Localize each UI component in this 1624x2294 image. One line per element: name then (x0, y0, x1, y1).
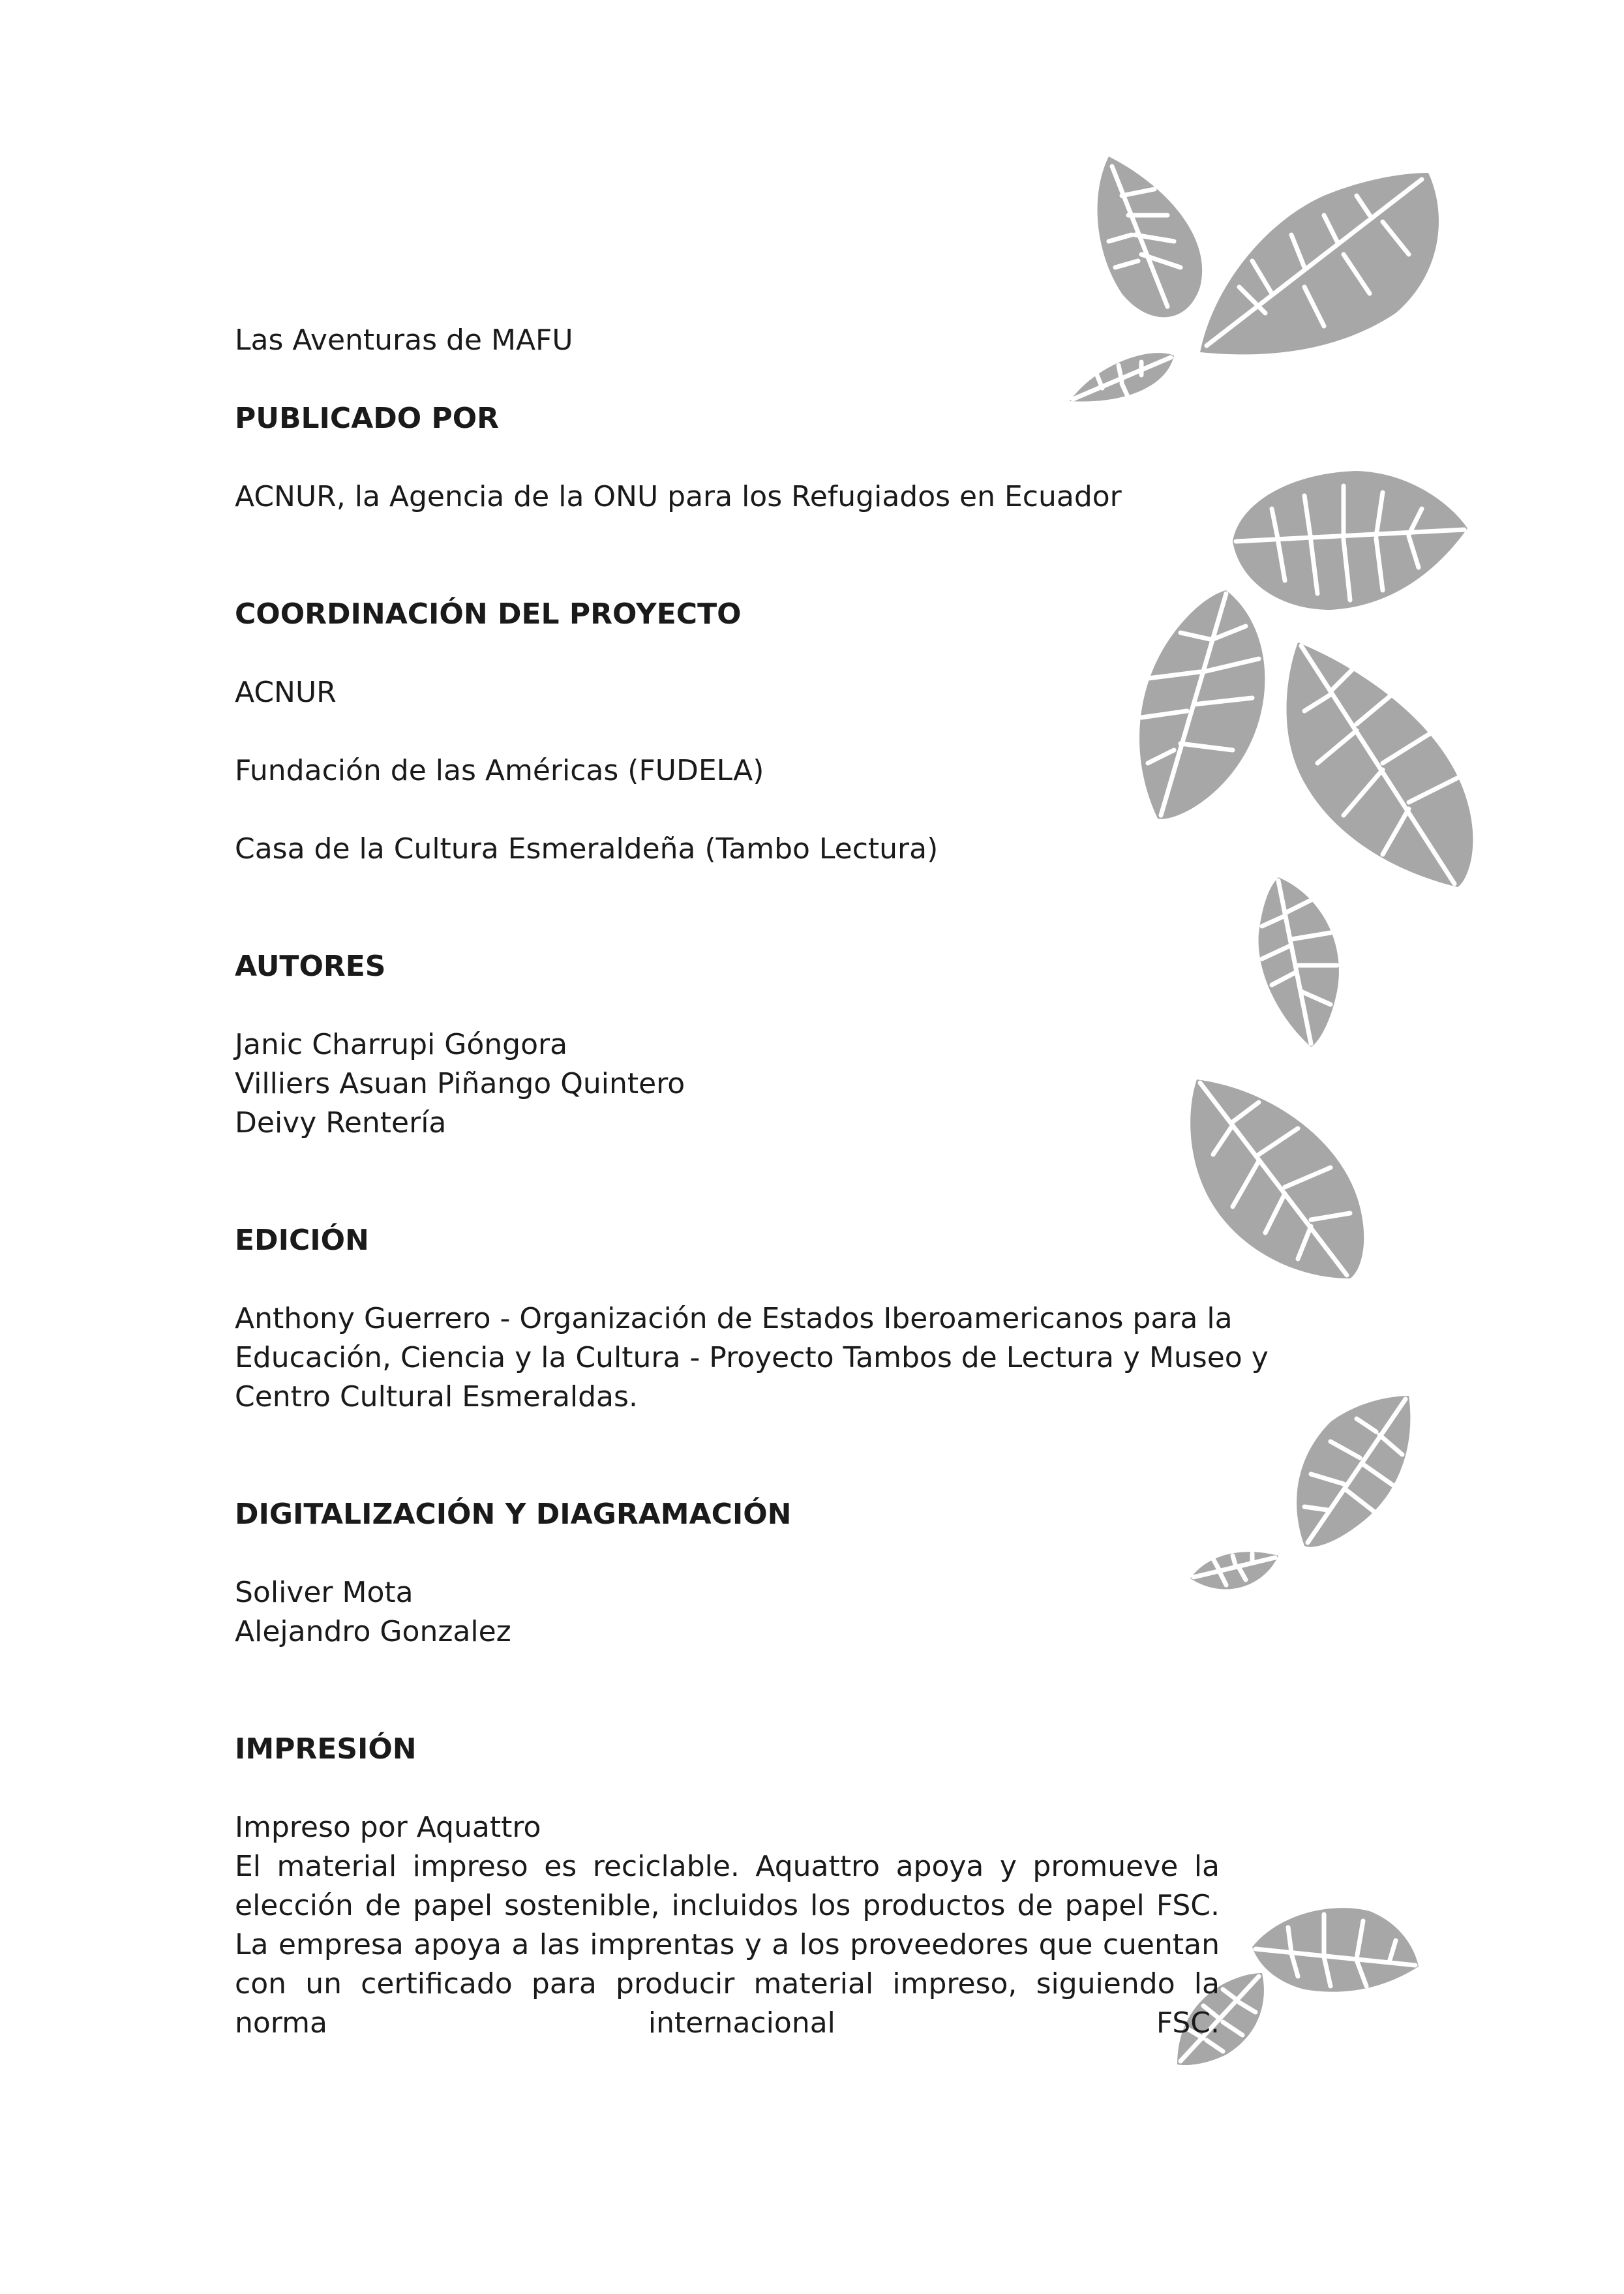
leaf-icon (1259, 877, 1339, 1047)
heading-publicado: PUBLICADO POR (235, 402, 500, 435)
leaf-icon (1287, 642, 1473, 887)
author: Villiers Asuan Piñango Quintero (235, 1067, 685, 1100)
publisher: ACNUR, la Agencia de la ONU para los Refugiados en Ecuador (235, 480, 1122, 513)
leaf-icon (1139, 590, 1265, 819)
coordinator: ACNUR (235, 676, 337, 709)
edition-line: Anthony Guerrero - Organización de Estados Iberoamericanos para la (235, 1302, 1233, 1335)
heading-edicion: EDICIÓN (235, 1224, 369, 1257)
printer: Impreso por Aquattro (235, 1811, 541, 1844)
author: Deivy Rentería (235, 1106, 447, 1139)
heading-coordinacion: COORDINACIÓN DEL PROYECTO (235, 597, 742, 631)
coordinator: Fundación de las Américas (FUDELA) (235, 754, 764, 787)
leaf-icon (1190, 1079, 1364, 1278)
leaf-icon (1252, 1908, 1419, 1992)
coordinator: Casa de la Cultura Esmeraldeña (Tambo Lectura) (235, 832, 939, 866)
leaf-icon (1233, 471, 1467, 610)
author: Janic Charrupi Góngora (235, 1028, 568, 1061)
designer: Soliver Mota (235, 1576, 414, 1609)
edition-line: Educación, Ciencia y la Cultura - Proyecto Tambos de Lectura y Museo y (235, 1341, 1269, 1374)
leaf-icon (1200, 173, 1439, 354)
leaf-icon (1297, 1396, 1410, 1547)
heading-autores: AUTORES (235, 950, 386, 983)
leaf-icon (1098, 157, 1203, 317)
designer: Alejandro Gonzalez (235, 1615, 511, 1648)
heading-impresion: IMPRESIÓN (235, 1732, 417, 1766)
leaf-icon (1190, 1552, 1278, 1589)
book-title: Las Aventuras de MAFU (235, 324, 573, 357)
print-paragraph: El material impreso es reciclable. Aquattro apoya y promueve la elección de papel sostenible, incluidos los productos de papel FSC. La empresa apoya a las imprentas y a los proveedores que cuentan con un certificado para producir material impreso, siguiendo la norma internacional FSC. (235, 1850, 1220, 2040)
edition-line: Centro Cultural Esmeraldas. (235, 1380, 638, 1413)
leaf-icon (1070, 353, 1174, 401)
heading-digitalizacion: DIGITALIZACIÓN Y DIAGRAMACIÓN (235, 1498, 792, 1531)
